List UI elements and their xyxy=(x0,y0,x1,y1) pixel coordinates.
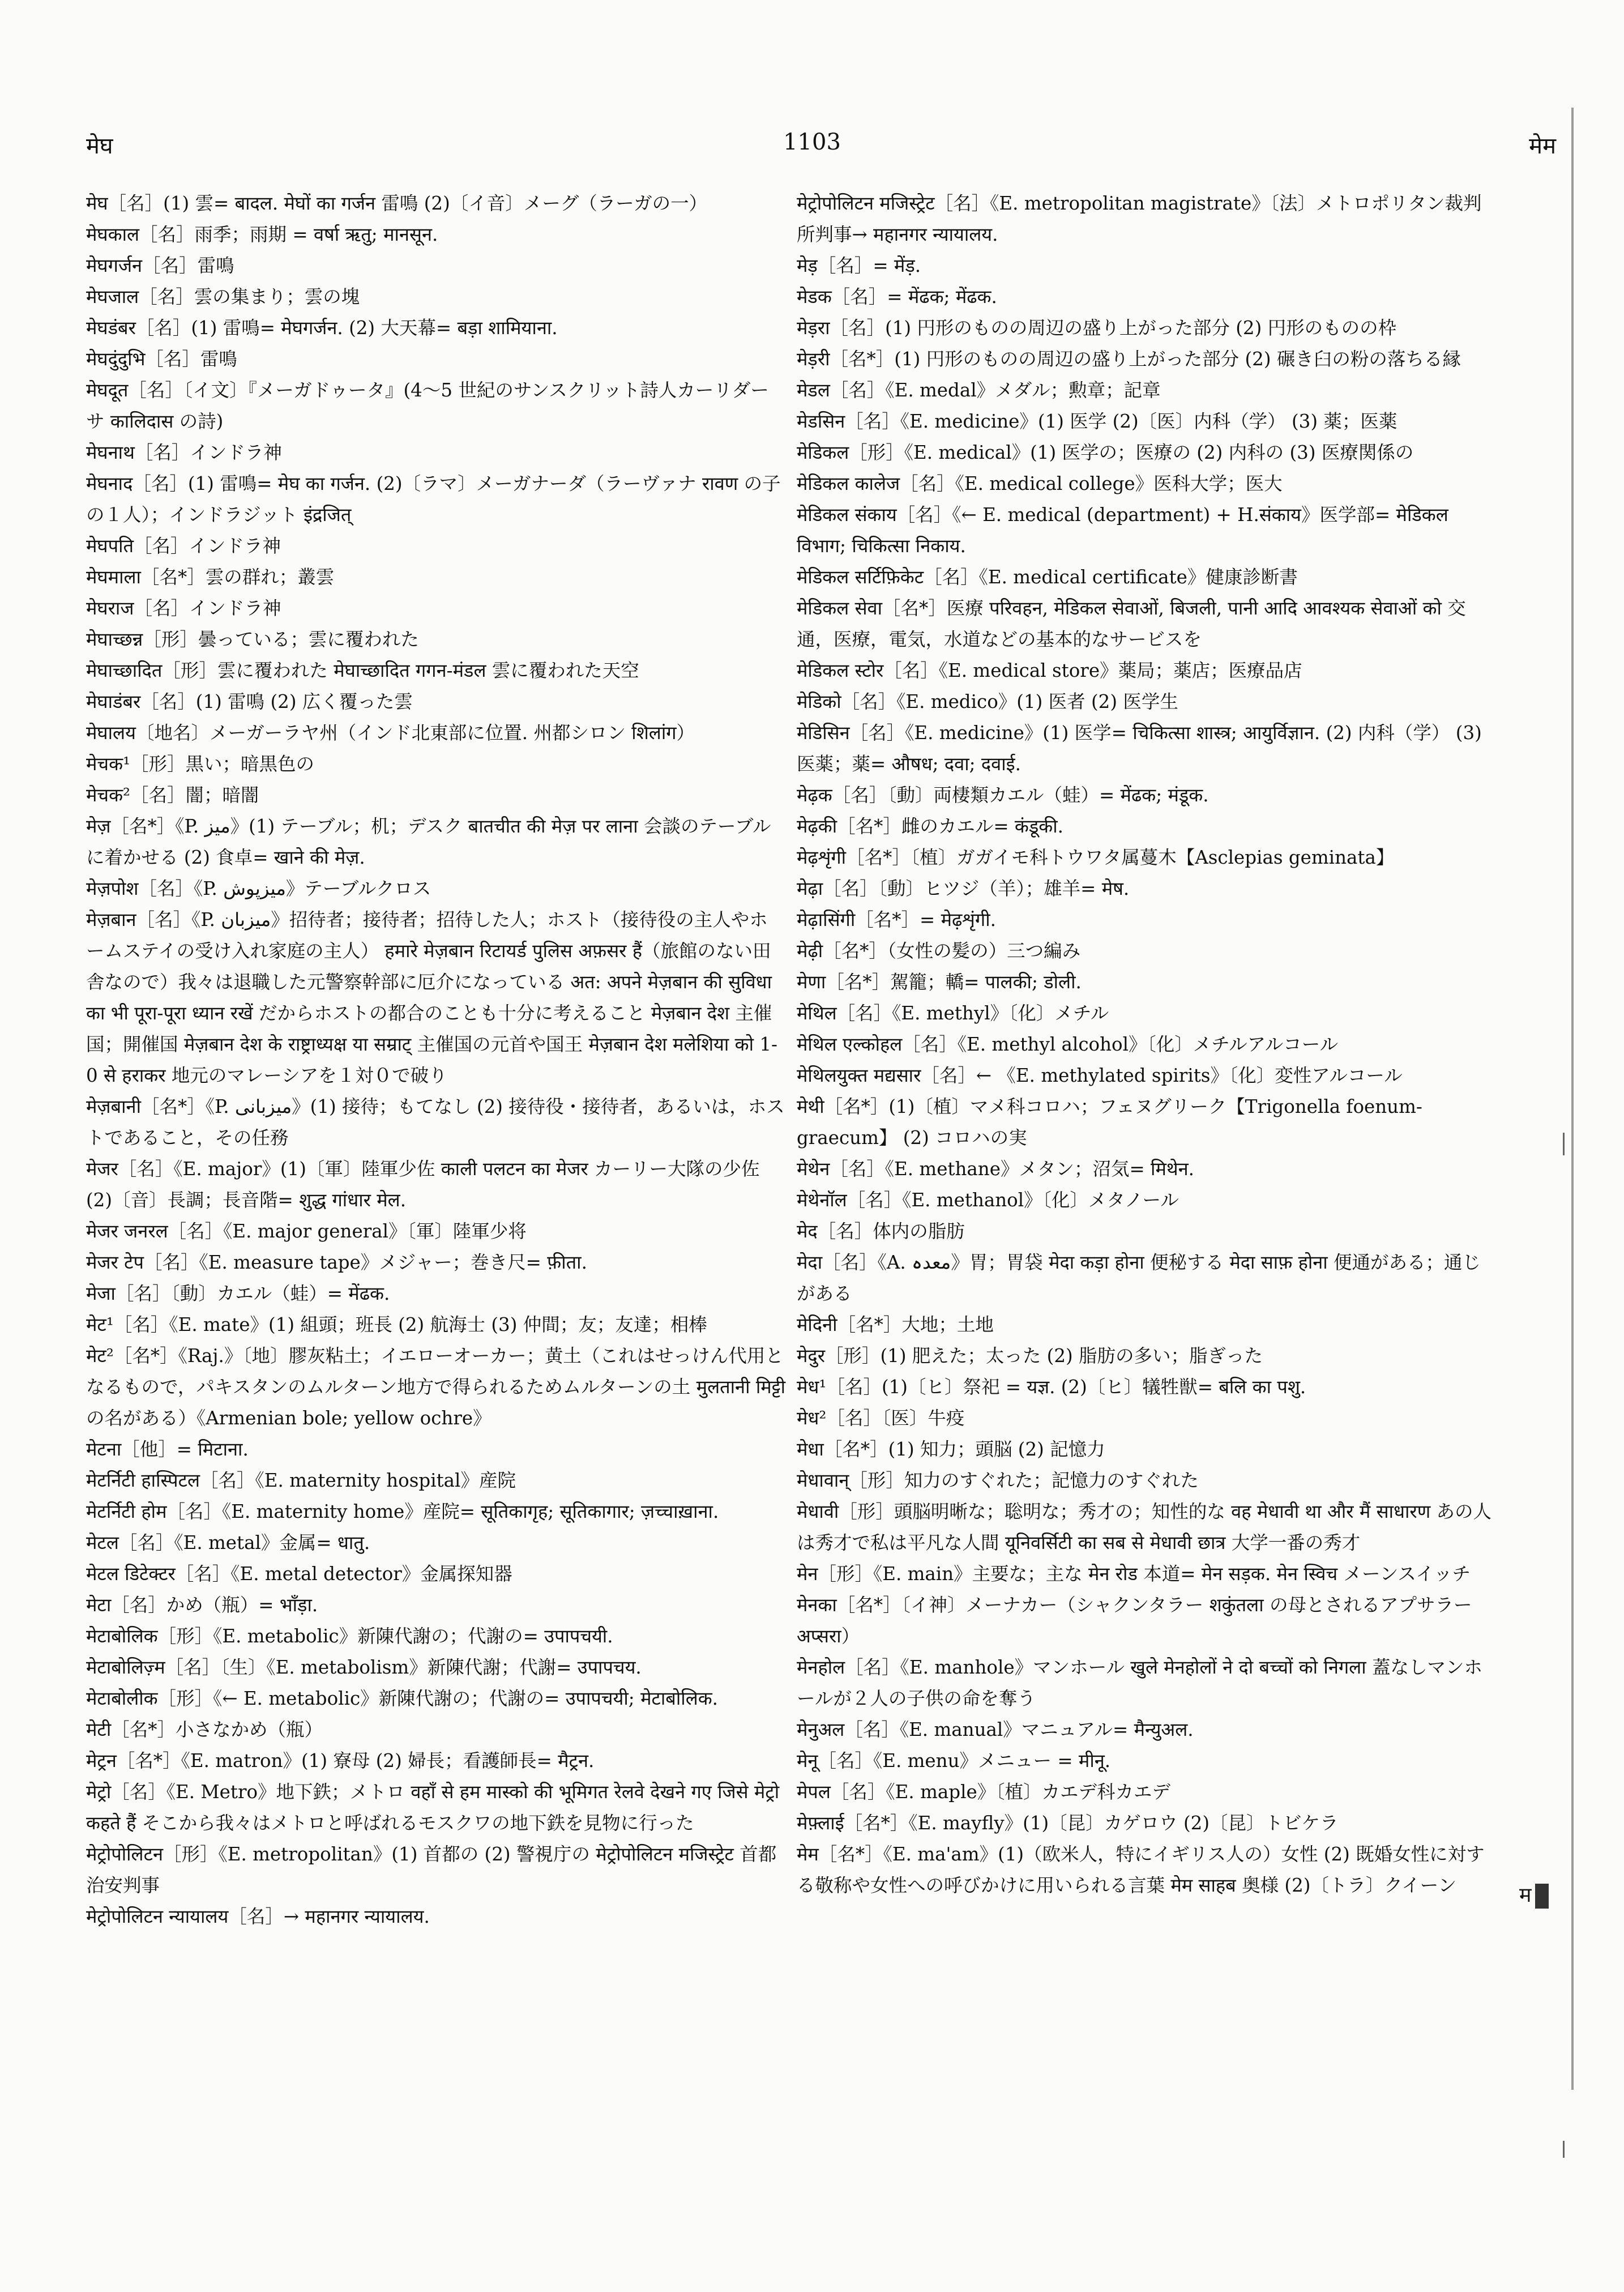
dictionary-entry: मेचक²［名］闇；暗闇 xyxy=(86,784,259,806)
dictionary-entry: मेजर जनरल［名］《E. major general》〔軍〕陸軍少将 xyxy=(86,1220,527,1242)
dictionary-entry: मेडिकल सेवा［名*］医療 परिवहन, मेडिकल सेवाओं, बिजली, पानी आदि आवश्यक सेवाओं को 交通，医療，電気，水道などの基本的なサービスを xyxy=(797,597,1466,650)
dictionary-entry: मेढ़की［名*］雌のカエル= कंडूकी. xyxy=(797,816,1063,837)
dictionary-entry: मेथेन［名］《E. methane》メタン；沼気= मिथेन. xyxy=(797,1158,1195,1180)
dictionary-entry: मेड़［名］= मेंड़. xyxy=(797,255,921,276)
page-number: 1103 xyxy=(783,129,841,155)
dictionary-entry: मेनका［名*］〔イ神〕メーナカー（シャクンタラー शकुंतला の母とされるアプサラー अप्सरा） xyxy=(797,1594,1472,1647)
dictionary-entry: मेदुर［形］(1) 肥えた；太った (2) 脂肪の多い；脂ぎった xyxy=(797,1345,1263,1367)
dictionary-entry: मेध²［名］〔医〕牛疫 xyxy=(797,1407,965,1429)
dictionary-entry: मेडक［名］= मेंढक; मेंढक. xyxy=(797,286,997,308)
dictionary-entry: मेदिनी［名*］大地；土地 xyxy=(797,1314,994,1335)
dictionary-entry: मेडिकल संकाय［名］《← E. medical (department) + H.संकाय》医学部= मेडिकल विभाग; चिकित्सा निकाय. xyxy=(797,504,1448,557)
dictionary-entry: मेघाच्छन्न［形］曇っている；雲に覆われた xyxy=(86,629,419,650)
dictionary-entry: मेनुअल［名］《E. manual》マニュアル= मैन्युअल. xyxy=(797,1719,1194,1740)
dictionary-entry: मेफ़्लाई［名*］《E. mayfly》(1)〔昆〕カゲロウ (2)〔昆〕トビケラ xyxy=(797,1812,1339,1834)
header-left-guideword: मेघ xyxy=(86,133,113,159)
header-right-guideword: मेम xyxy=(1529,133,1556,159)
dictionary-entry: मेनहोल［名］《E. manhole》マンホール खुले मेनहोलों ने दो बच्चों को निगला 蓋なしマンホールが２人の子供の命を奪う xyxy=(797,1657,1482,1709)
dictionary-entry: मेघदुंदुभि［名］雷鳴 xyxy=(86,348,237,370)
dictionary-entry: मेढ़ा［名］〔動〕ヒツジ（羊）；雄羊= मेष. xyxy=(797,878,1130,899)
dictionary-entry: मेट²［名*］《Raj.》〔地〕膠灰粘土；イエローオーカー；黄土（これはせっけん代用となるもので，パキスタンのムルターン地方で得られるためムルターンの土 मुलतानी मिट्टी の名がある）《Armenian bole; yellow ochre》 xyxy=(86,1345,785,1429)
dictionary-entry: मेघनाद［名］(1) 雷鳴= मेघ का गर्जन. (2)〔ラマ〕メーガナーダ（ラーヴァナ रावण の子の１人）；インドラジット इंद्रजित् xyxy=(86,473,781,526)
page-edge xyxy=(1571,108,1574,2090)
edge-mark xyxy=(1563,1133,1565,1155)
dictionary-entry: मेधावी［形］頭脳明晰な；聡明な；秀才の；知性的な वह मेधावी था और मैं साधारण あの人は秀才で私は平凡な人間 यूनिवर्सिटी का सब से मेधावी छात्र 大学一番の秀才 xyxy=(797,1501,1492,1553)
dictionary-entry: मेटना［他］= मिटाना. xyxy=(86,1439,249,1460)
dictionary-entry: मेथेनॉल［名］《E. methanol》〔化〕メタノール xyxy=(797,1189,1179,1211)
dictionary-entry: मेटर्निटी होम［名］《E. maternity home》産院= सूतिकागृह; सूतिकागार; ज़च्चाख़ाना. xyxy=(86,1501,719,1522)
dictionary-entry: मेघगर्जन［名］雷鳴 xyxy=(86,255,234,276)
dictionary-entry: मेट्रोपोलिटन न्यायालय［名］→ महानगर न्यायालय. xyxy=(86,1906,430,1927)
dictionary-entry: मेज़［名*］《P. ميز》(1) テーブル；机；デスク बातचीत की मेज़ पर लाना 会談のテーブルに着かせる (2) 食卓= खाने की मेज़. xyxy=(86,816,771,868)
dictionary-entry: मेघमाला［名*］雲の群れ；叢雲 xyxy=(86,566,335,588)
dictionary-entry: मेज़बानी［名*］《P. ميزبانی》(1) 接待；もてなし (2) 接待役・接待者，あるいは，ホストであること，その任務 xyxy=(86,1096,785,1149)
dictionary-entry: मेपल［名］《E. maple》〔植〕カエデ科カエデ xyxy=(797,1781,1170,1803)
dictionary-entry: मेघनाथ［名］インドラ神 xyxy=(86,442,282,463)
dictionary-entry: मेट्रन［名*］《E. matron》(1) 寮母 (2) 婦長；看護師長= मैट्रन. xyxy=(86,1750,595,1772)
dictionary-entry: मेटा［名］かめ（瓶）= भाँड़ा. xyxy=(86,1594,318,1616)
dictionary-entry: मेडिकल स्टोर［名］《E. medical store》薬局；薬店；医療品店 xyxy=(797,660,1302,681)
dictionary-entry: मेघदूत［名］〔イ文〕『メーガドゥータ』(4〜5 世紀のサンスクリット詩人カーリダーサ कालिदास の詩) xyxy=(86,379,769,432)
dictionary-entry: मेटाबोलीक［形］《← E. metabolic》新陳代謝の；代謝の= उपापचयी; मेटाबोलिक. xyxy=(86,1688,719,1709)
dictionary-entry: मेदा［名］《A. معدہ》胃；胃袋 मेदा कड़ा होना 便秘する मेदा साफ़ होना 便通がある；通じがある xyxy=(797,1252,1481,1304)
dictionary-entry: मेट¹［名］《E. mate》(1) 組頭；班長 (2) 航海士 (3) 仲間；友；友達；相棒 xyxy=(86,1314,707,1335)
dictionary-entry: मेनू［名］《E. menu》メニュー = मीनू. xyxy=(797,1750,1111,1772)
dictionary-entry: मेढ़ी［名*］（女性の髪の）三つ編み xyxy=(797,940,1081,962)
dictionary-entry: मेजर टेप［名］《E. measure tape》メジャー；巻き尺= फ़ीता. xyxy=(86,1252,587,1273)
dictionary-entry: मेद［名］体内の脂肪 xyxy=(797,1220,965,1242)
dictionary-entry: मेढ़क［名］〔動〕両棲類カエル（蛙）= मेंढक; मंडूक. xyxy=(797,784,1209,806)
dictionary-entry: मेटल［名］《E. metal》金属= धातु. xyxy=(86,1532,370,1553)
dictionary-entry: मेटाबोलिज़्म［名］〔生〕《E. metabolism》新陳代謝；代謝= उपापचय. xyxy=(86,1657,642,1678)
dictionary-entry: मेथिल［名］《E. methyl》〔化〕メチル xyxy=(797,1002,1109,1024)
dictionary-entry: मेघकाल［名］雨季；雨期 = वर्षा ऋतु; मानसून. xyxy=(86,224,438,245)
dictionary-entry: मेज़बान［名］《P. ميزبان》招待者；接待者；招待した人；ホスト（接待役の主人やホームステイの受け入れ家庭の主人） हमारे मेज़बान रिटायर्ड पुलिस अफ़सर हैं（旅館のない田舎なので）我々は退職した元警察幹部に厄介になっている अत: अपने मेज़बान की सुविधा का भी पूरा-पूरा ध्यान रखें だからホストの都合のことも十分に考えること मेज़बान देश 主催国；開催国 मेज़बान देश के राष्ट्राध्यक्ष या सम्राट् 主催国の元首や国王 मेज़बान देश मलेशिया को 1-0 से हराकर 地元のマレーシアを１対０で破り xyxy=(86,909,778,1086)
dictionary-entry: मेडिकल［形］《E. medical》(1) 医学の；医療の (2) 内科の (3) 医療関係の xyxy=(797,442,1414,463)
thumb-index-tab xyxy=(1519,1880,1549,1909)
dictionary-entry: मेघाडंबर［名］(1) 雷鳴 (2) 広く覆った雲 xyxy=(86,691,413,712)
dictionary-entry: मेथिल एल्कोहल［名］《E. methyl alcohol》〔化〕メチルアルコール xyxy=(797,1034,1339,1055)
dictionary-entry: मेथिलयुक्त मद्यसार［名］← 《E. methylated spirits》〔化〕変性アルコール xyxy=(797,1065,1403,1086)
dictionary-entry: मेट्रोपोलिटन［形］《E. metropolitan》(1) 首都の (2) 警視庁の मेट्रोपोलिटन मजिस्ट्रेट 首都治安判事 xyxy=(86,1843,777,1896)
dictionary-entry: मेज़पोश［名］《P. ميزپوش》テーブルクロス xyxy=(86,878,431,899)
dictionary-entry: मेजर［名］《E. major》(1)〔軍〕陸軍少佐 काली पलटन का मेजर カーリー大隊の少佐 (2)〔音〕長調；長音階= शुद्ध गांधार मेल. xyxy=(86,1158,760,1211)
dictionary-entry: मेणा［名*］駕籠；轎= पालकी; डोली. xyxy=(797,971,1082,993)
edge-mark xyxy=(1563,2141,1565,2158)
dictionary-entry: मेडिकल कालेज［名］《E. medical college》医科大学；医大 xyxy=(797,473,1283,494)
dictionary-entry: मेटी［名*］小さなかめ（瓶） xyxy=(86,1719,323,1740)
dictionary-entry: मेट्रोपोलिटन मजिस्ट्रेट［名］《E. metropolitan magistrate》〔法〕メトロポリタン裁判所判事→ महानगर न्यायालय. xyxy=(797,193,1482,245)
left-column xyxy=(86,188,786,1932)
dictionary-entry: मेढ़शृंगी［名*］〔植〕ガガイモ科トウワタ属蔓木【Asclepias geminata】 xyxy=(797,847,1395,868)
dictionary-entry: मेघाच्छादित［形］雲に覆われた मेघाच्छादित गगन-मंडल 雲に覆われた天空 xyxy=(86,660,639,681)
dictionary-entry: मेटाबोलिक［形］《E. metabolic》新陳代謝の；代謝の= उपापचयी. xyxy=(86,1625,613,1647)
dictionary-entry: मेधा［名*］(1) 知力；頭脳 (2) 記憶力 xyxy=(797,1439,1105,1460)
dictionary-entry: मेधावान्［形］知力のすぐれた；記憶力のすぐれた xyxy=(797,1470,1199,1491)
dictionary-entry: मेथी［名*］(1)〔植〕マメ科コロハ；フェヌグリーク【Trigonella foenum-graecum】 (2) コロハの実 xyxy=(797,1096,1422,1149)
dictionary-entry: मेजा［名］〔動〕カエル（蛙）= मेंढक. xyxy=(86,1283,390,1304)
dictionary-entry: मेड़रा［名］(1) 円形のものの周辺の盛り上がった部分 (2) 円形のものの枠 xyxy=(797,317,1397,339)
dictionary-entry: मेडिकल सर्टिफ़िकेट［名］《E. medical certificate》健康診断書 xyxy=(797,566,1298,588)
dictionary-entry: मेघालय〔地名〕メーガーラヤ州（インド北東部に位置. 州都シロン शिलांग） xyxy=(86,722,695,744)
thumb-index-block xyxy=(1535,1884,1549,1909)
right-column xyxy=(797,188,1494,1901)
dictionary-entry: मेढ़ासिंगी［名*］= मेढ़शृंगी. xyxy=(797,909,996,931)
dictionary-entry: मेट्रो［名］《E. Metro》地下鉄；メトロ वहाँ से हम मास्को की भूमिगत रेलवे देखने गए जिसे मेट्रो कहते हैं そこから我々はメトロと呼ばれるモスクワの地下鉄を見物に行った xyxy=(86,1781,780,1834)
dictionary-entry: मेन［形］《E. main》主要な；主な मेन रोड 本道= मेन सड़क. मेन स्विच メーンスイッチ xyxy=(797,1563,1471,1585)
dictionary-entry: मेघजाल［名］雲の集まり；雲の塊 xyxy=(86,286,360,308)
dictionary-entry: मेचक¹［形］黒い；暗黒色の xyxy=(86,753,315,775)
thumb-index-letter: म xyxy=(1519,1884,1532,1907)
dictionary-entry: मेघराज［名］インドラ神 xyxy=(86,597,281,619)
dictionary-entry: मेडिको［名］《E. medico》(1) 医者 (2) 医学生 xyxy=(797,691,1178,712)
dictionary-entry: मेम［名*］《E. ma'am》(1)（欧米人，特にイギリス人の）女性 (2) 既婚女性に対する敬称や女性への呼びかけに用いられる言葉 मेम साहब 奥様 (2)〔トラ〕クイーン xyxy=(797,1843,1485,1896)
dictionary-entry: मेटर्निटी हास्पिटल［名］《E. maternity hospital》産院 xyxy=(86,1470,516,1491)
dictionary-entry: मेटल डिटेक्टर［名］《E. metal detector》金属探知器 xyxy=(86,1563,512,1585)
dictionary-entry: मेध¹［名］(1)〔ヒ〕祭祀 = यज्ञ. (2)〔ヒ〕犠牲獣= बलि का पशु. xyxy=(797,1376,1306,1398)
dictionary-entry: मेडल［名］《E. medal》メダル；勲章；記章 xyxy=(797,379,1161,401)
dictionary-entry: मेडिसिन［名］《E. medicine》(1) 医学= चिकित्सा शास्त्र; आयुर्विज्ञान. (2) 内科（学） (3) 医薬；薬= औषध; दवा; दवाई. xyxy=(797,722,1482,775)
dictionary-entry: मेडसिन［名］《E. medicine》(1) 医学 (2)〔医〕内科（学） (3) 薬；医薬 xyxy=(797,411,1398,432)
dictionary-entry: मेघडंबर［名］(1) 雷鳴= मेघगर्जन. (2) 大天幕= बड़ा शामियाना. xyxy=(86,317,558,339)
dictionary-entry: मेड़री［名*］(1) 円形のものの周辺の盛り上がった部分 (2) 碾き臼の粉の落ちる縁 xyxy=(797,348,1461,370)
dictionary-entry: मेघपति［名］インドラ神 xyxy=(86,535,281,557)
dictionary-entry: मेघ［名］(1) 雲= बादल. मेघों का गर्जन 雷鳴 (2)〔イ音〕メーグ（ラーガの一） xyxy=(86,193,708,214)
